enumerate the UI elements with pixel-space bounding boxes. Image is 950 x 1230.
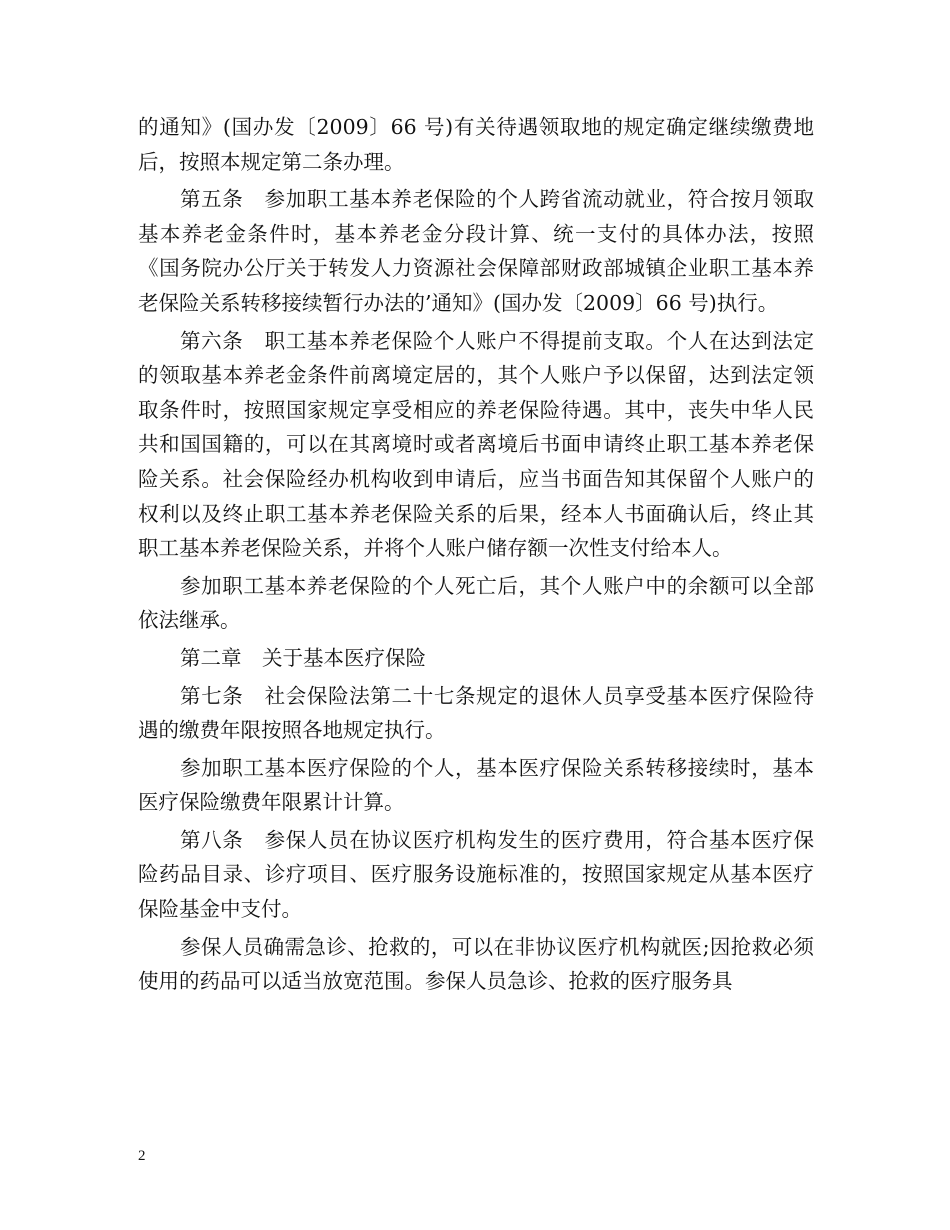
paragraph-emergency: 参保人员确需急诊、抢救的，可以在非协议医疗机构就医;因抢救必须使用的药品可以适当放宽范围。参保人员急诊、抢救的医疗服务具 [138,934,814,994]
paragraph-article-6: 第六条 职工基本养老保险个人账户不得提前支取。个人在达到法定的领取基本养老金条件前离境定居的，其个人账户予以保留，达到法定领取条件时，按照国家规定享受相应的养老保险待遇。其中，丧失中华人民共和国国籍的，可以在其离境时或者离境后书面申请终止职工基本养老保险关系。社会保险经办机构收到申请后，应当书面告知其保留个人账户的权利以及终止职工基本养老保险关系的后果，经本人书面确认后，终止其职工基本养老保险关系，并将个人账户储存额一次性支付给本人。 [138,328,814,561]
paragraph-article-8: 第八条 参保人员在协议医疗机构发生的医疗费用，符合基本医疗保险药品目录、诊疗项目、医疗服务设施标准的，按照国家规定从基本医疗保险基金中支付。 [138,827,814,922]
page-number: 2 [138,1148,146,1164]
paragraph-inheritance: 参加职工基本养老保险的个人死亡后，其个人账户中的余额可以全部依法继承。 [138,573,814,633]
paragraph-1: 的通知》(国办发〔2009〕66 号)有关待遇领取地的规定确定继续缴费地后，按照本规定第二条办理。 [138,115,814,174]
chapter-heading: 第二章 关于基本医疗保险 [180,645,426,670]
paragraph-medical-transfer: 参加职工基本医疗保险的个人，基本医疗保险关系转移接续时，基本医疗保险缴费年限累计计算。 [138,755,814,815]
document-body [138,110,814,1002]
paragraph-article-5: 第五条 参加职工基本养老保险的个人跨省流动就业，符合按月领取基本养老金条件时，基本养老金分段计算、统一支付的具体办法，按照《国务院办公厅关于转发人力资源社会保障部财政部城镇企业职工基本养老保险关系转移接续暂行办法的’通知》(国办发〔2009〕66 号)执行。 [138,187,814,315]
paragraph-article-7: 第七条 社会保险法第二十七条规定的退休人员享受基本医疗保险待遇的缴费年限按照各地规定执行。 [138,683,814,743]
